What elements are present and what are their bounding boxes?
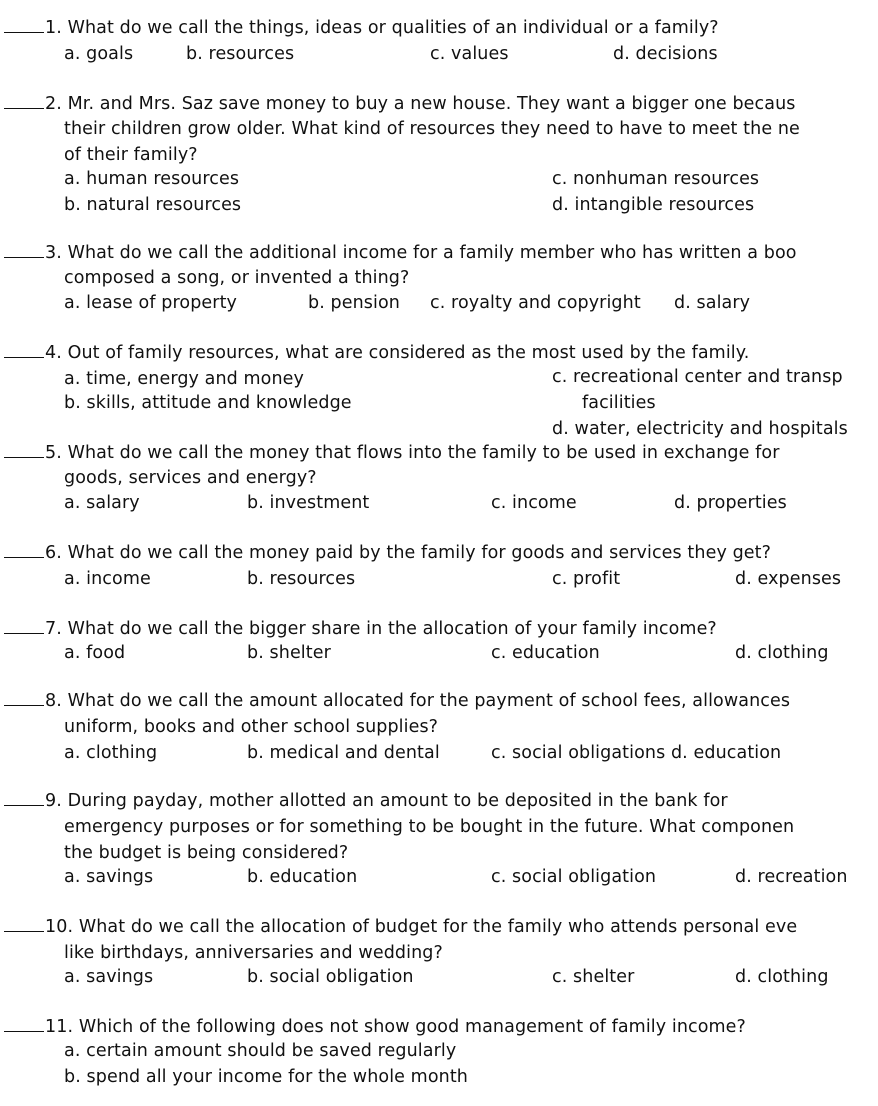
question-10-stem bbox=[4, 915, 797, 939]
answer-blank[interactable] bbox=[4, 789, 44, 806]
option-b: b. spend all your income for the whole month bbox=[64, 1067, 468, 1087]
question-text: Mr. and Mrs. Saz save money to buy a new house. They want a bigger one becaus bbox=[67, 94, 796, 114]
question-number: 5. bbox=[45, 443, 62, 463]
answer-blank[interactable] bbox=[4, 915, 44, 932]
option-a: a. time, energy and money bbox=[64, 369, 305, 389]
option-b: b. medical and dental bbox=[247, 743, 440, 763]
option-a: a. savings bbox=[64, 867, 154, 887]
option-d: d. properties bbox=[674, 493, 787, 513]
question-number: 10. bbox=[45, 917, 74, 937]
question-11-stem bbox=[4, 1015, 746, 1039]
question-number: 11. bbox=[45, 1017, 74, 1037]
option-a: a. human resources bbox=[64, 169, 240, 189]
option-c: c. income bbox=[491, 493, 577, 513]
question-1-stem bbox=[4, 16, 719, 40]
option-d: d. clothing bbox=[735, 967, 829, 987]
question-number: 8. bbox=[45, 691, 62, 711]
question-number: 4. bbox=[45, 343, 62, 363]
option-b: b. natural resources bbox=[64, 195, 242, 215]
option-a: a. lease of property bbox=[64, 293, 237, 313]
answer-blank[interactable] bbox=[4, 1015, 44, 1032]
answer-blank[interactable] bbox=[4, 241, 44, 258]
question-text-line: of their family? bbox=[64, 145, 198, 165]
option-c-continued: facilities bbox=[582, 393, 656, 413]
option-b: b. investment bbox=[247, 493, 370, 513]
option-c: c. values bbox=[430, 44, 509, 64]
question-2-stem bbox=[4, 92, 796, 116]
question-text: Which of the following does not show good management of family income? bbox=[78, 1017, 746, 1037]
question-4-stem bbox=[4, 341, 749, 365]
question-text: What do we call the things, ideas or qualities of an individual or a family? bbox=[67, 18, 719, 38]
answer-blank[interactable] bbox=[4, 541, 44, 558]
question-text: What do we call the bigger share in the allocation of your family income? bbox=[67, 619, 717, 639]
option-d: d. recreation bbox=[735, 867, 848, 887]
question-text-line: their children grow older. What kind of resources they need to have to meet the ne bbox=[64, 119, 800, 139]
question-number: 3. bbox=[45, 243, 62, 263]
option-d: d. water, electricity and hospitals bbox=[552, 419, 848, 439]
question-text-line: uniform, books and other school supplies? bbox=[64, 717, 439, 737]
option-a: a. income bbox=[64, 569, 151, 589]
option-a: a. savings bbox=[64, 967, 154, 987]
answer-blank[interactable] bbox=[4, 341, 44, 358]
option-b: b. skills, attitude and knowledge bbox=[64, 393, 352, 413]
option-c: c. education bbox=[491, 643, 600, 663]
question-text: During payday, mother allotted an amount to be deposited in the bank for bbox=[67, 791, 728, 811]
option-a: a. salary bbox=[64, 493, 140, 513]
question-6-stem bbox=[4, 541, 771, 565]
question-number: 6. bbox=[45, 543, 62, 563]
question-9-stem bbox=[4, 789, 728, 813]
option-c: c. shelter bbox=[552, 967, 635, 987]
answer-blank[interactable] bbox=[4, 441, 44, 458]
option-b: b. resources bbox=[247, 569, 356, 589]
option-b: b. education bbox=[247, 867, 358, 887]
question-text: What do we call the amount allocated for the payment of school fees, allowances bbox=[67, 691, 791, 711]
question-7-stem bbox=[4, 617, 717, 641]
question-number: 9. bbox=[45, 791, 62, 811]
question-8-stem bbox=[4, 689, 790, 713]
question-text: What do we call the money paid by the family for goods and services they get? bbox=[67, 543, 771, 563]
question-text-line: emergency purposes or for something to be bought in the future. What componen bbox=[64, 817, 795, 837]
option-b: b. pension bbox=[308, 293, 400, 313]
option-d: d. clothing bbox=[735, 643, 829, 663]
option-b: b. resources bbox=[186, 44, 295, 64]
question-number: 1. bbox=[45, 18, 62, 38]
question-5-stem bbox=[4, 441, 780, 465]
question-text-line: the budget is being considered? bbox=[64, 843, 349, 863]
answer-blank[interactable] bbox=[4, 617, 44, 634]
question-text: What do we call the money that flows into the family to be used in exchange for bbox=[67, 443, 780, 463]
answer-blank[interactable] bbox=[4, 92, 44, 109]
option-c: c. nonhuman resources bbox=[552, 169, 760, 189]
option-d: d. decisions bbox=[613, 44, 718, 64]
option-a: a. food bbox=[64, 643, 126, 663]
option-c-d: c. social obligations d. education bbox=[491, 743, 782, 763]
question-text: What do we call the additional income for a family member who has written a boo bbox=[67, 243, 797, 263]
answer-blank[interactable] bbox=[4, 689, 44, 706]
question-number: 2. bbox=[45, 94, 62, 114]
question-number: 7. bbox=[45, 619, 62, 639]
option-b: b. shelter bbox=[247, 643, 331, 663]
option-c: c. royalty and copyright bbox=[430, 293, 641, 313]
option-d: d. salary bbox=[674, 293, 751, 313]
option-c: c. recreational center and transp bbox=[552, 367, 843, 387]
question-text: Out of family resources, what are considered as the most used by the family. bbox=[67, 343, 750, 363]
question-3-stem bbox=[4, 241, 797, 265]
question-text: What do we call the allocation of budget for the family who attends personal eve bbox=[78, 917, 798, 937]
option-c: c. social obligation bbox=[491, 867, 657, 887]
option-c: c. profit bbox=[552, 569, 621, 589]
option-d: d. intangible resources bbox=[552, 195, 755, 215]
option-b: b. social obligation bbox=[247, 967, 414, 987]
option-a: a. certain amount should be saved regularly bbox=[64, 1041, 457, 1061]
question-text-line: like birthdays, anniversaries and wedding? bbox=[64, 943, 443, 963]
question-text-line: goods, services and energy? bbox=[64, 468, 317, 488]
option-a: a. goals bbox=[64, 44, 134, 64]
answer-blank[interactable] bbox=[4, 16, 44, 33]
option-d: d. expenses bbox=[735, 569, 842, 589]
question-text-line: composed a song, or invented a thing? bbox=[64, 268, 410, 288]
option-a: a. clothing bbox=[64, 743, 158, 763]
